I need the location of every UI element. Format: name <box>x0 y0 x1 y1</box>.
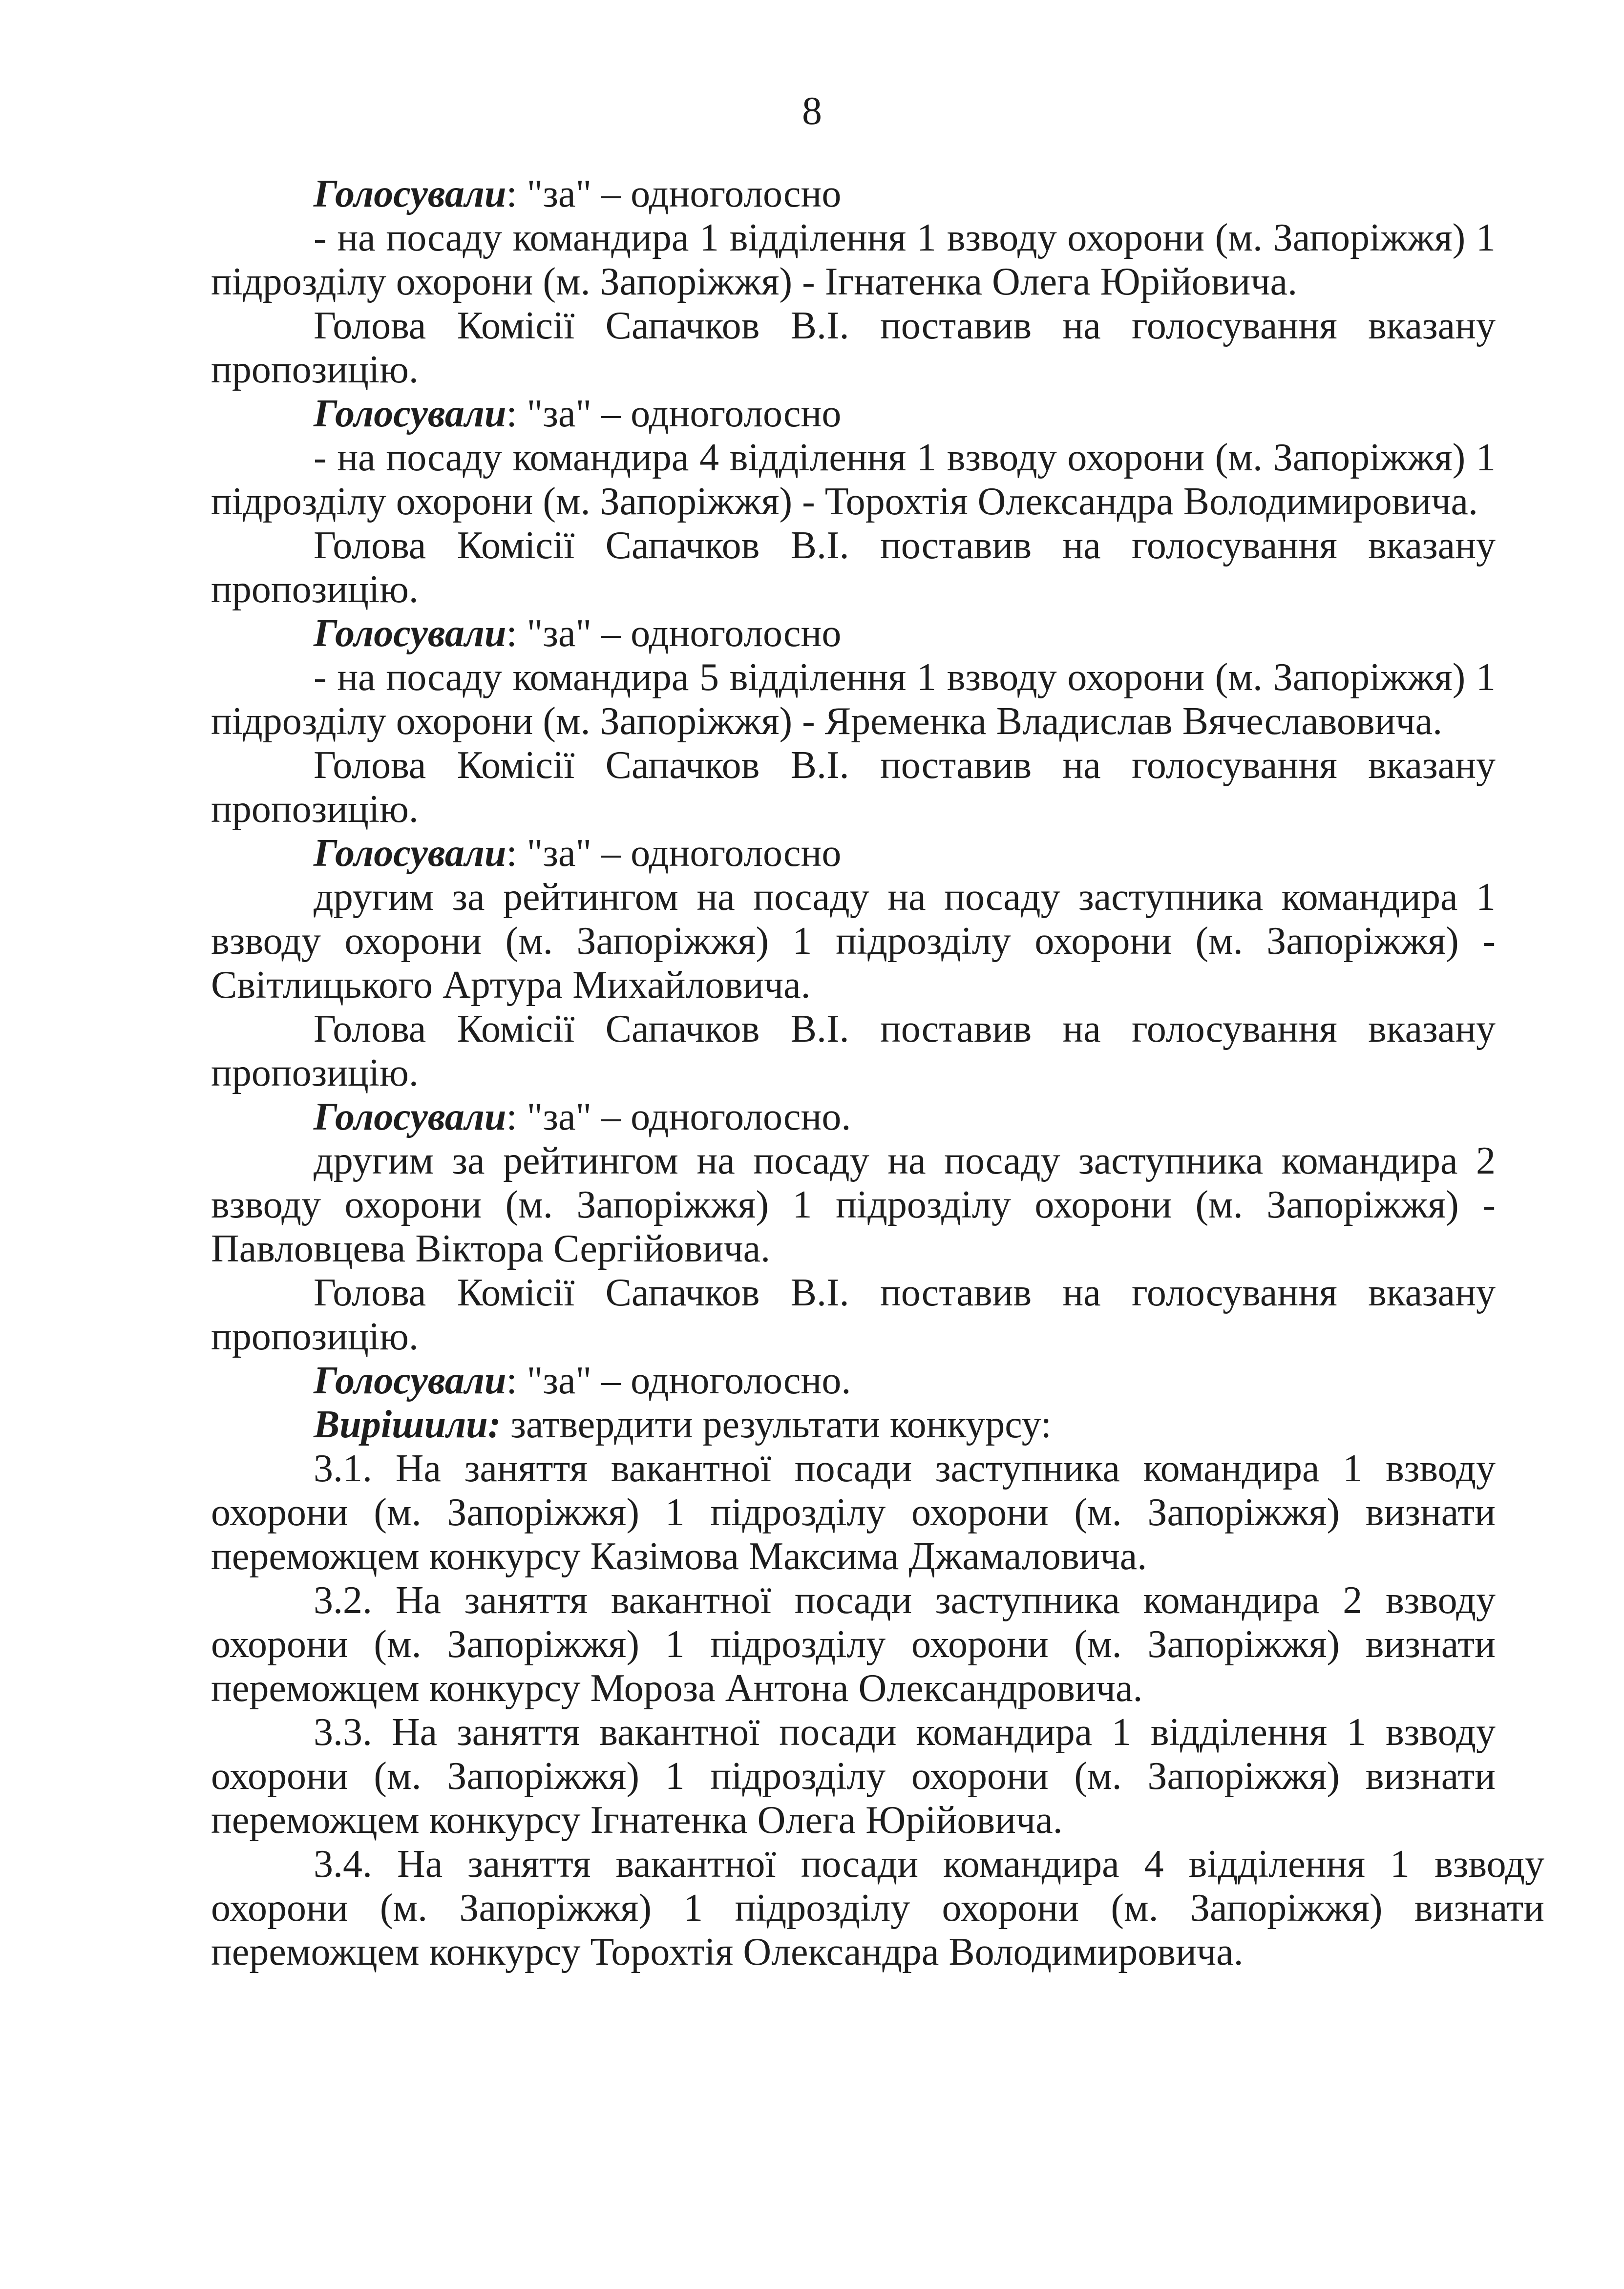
vote-line <box>211 1359 1496 1403</box>
vote-line <box>211 831 1496 875</box>
vote-result: : "за" – одноголосно <box>506 172 842 215</box>
vote-result: : "за" – одноголосно. <box>506 1359 851 1402</box>
vote-line <box>211 392 1496 436</box>
decision-item: 3.2. На заняття вакантної посади заступника командира 2 взводу охорони (м. Запоріжжя) 1 підрозділу охорони (м. Запоріжжя) визнати переможцем конкурсу Мороза Антона Олександровича. <box>211 1579 1496 1710</box>
appointment-paragraph: - на посаду командира 1 відділення 1 взводу охорони (м. Запоріжжя) 1 підрозділу охорони (м. Запоріжжя) - Ігнатенка Олега Юрійовича. <box>211 216 1496 303</box>
page-number: 8 <box>802 88 822 133</box>
vote-label: Голосували <box>314 172 506 215</box>
decision-label: Вирішили: <box>314 1403 501 1446</box>
appointment-paragraph: - на посаду командира 4 відділення 1 взводу охорони (м. Запоріжжя) 1 підрозділу охорони (м. Запоріжжя) - Торохтія Олександра Володимировича. <box>211 436 1496 523</box>
chair-vote-paragraph: Голова Комісії Сапачков В.І. поставив на голосування вказану пропозицію. <box>211 1008 1496 1094</box>
vote-line <box>211 172 1496 216</box>
chair-vote-paragraph: Голова Комісії Сапачков В.І. поставив на голосування вказану пропозицію. <box>211 304 1496 391</box>
chair-vote-paragraph: Голова Комісії Сапачков В.І. поставив на голосування вказану пропозицію. <box>211 1271 1496 1358</box>
chair-vote-paragraph: Голова Комісії Сапачков В.І. поставив на голосування вказану пропозицію. <box>211 744 1496 831</box>
decision-text: затвердити результати конкурсу: <box>501 1403 1052 1446</box>
appointment-paragraph: другим за рейтингом на посаду на посаду заступника командира 2 взводу охорони (м. Запоріжжя) 1 підрозділу охорони (м. Запоріжжя) - Павловцева Віктора Сергійовича. <box>211 1139 1496 1270</box>
decision-item: 3.4. На заняття вакантної посади командира 4 відділення 1 взводу охорони (м. Запоріжжя) 1 підрозділу охорони (м. Запоріжжя) визнати переможцем конкурсу Торохтія Олександра Володимировича. <box>211 1843 1544 1974</box>
vote-result: : "за" – одноголосно <box>506 832 842 875</box>
decision-line <box>211 1403 1496 1447</box>
decision-item: 3.3. На заняття вакантної посади командира 1 відділення 1 взводу охорони (м. Запоріжжя) 1 підрозділу охорони (м. Запоріжжя) визнати переможцем конкурсу Ігнатенка Олега Юрійовича. <box>211 1711 1496 1842</box>
vote-result: : "за" – одноголосно. <box>506 1095 851 1138</box>
vote-label: Голосували <box>314 612 506 655</box>
vote-result: : "за" – одноголосно <box>506 392 842 435</box>
vote-label: Голосували <box>314 392 506 435</box>
vote-line <box>211 1095 1496 1139</box>
document-body <box>211 172 1544 1974</box>
appointment-paragraph: - на посаду командира 5 відділення 1 взводу охорони (м. Запоріжжя) 1 підрозділу охорони (м. Запоріжжя) - Яременка Владислав Вячеславовича. <box>211 656 1496 743</box>
appointment-paragraph: другим за рейтингом на посаду на посаду заступника командира 1 взводу охорони (м. Запоріжжя) 1 підрозділу охорони (м. Запоріжжя) - Світлицького Артура Михайловича. <box>211 876 1496 1007</box>
vote-label: Голосували <box>314 1095 506 1138</box>
vote-label: Голосували <box>314 832 506 875</box>
vote-result: : "за" – одноголосно <box>506 612 842 655</box>
chair-vote-paragraph: Голова Комісії Сапачков В.І. поставив на голосування вказану пропозицію. <box>211 524 1496 611</box>
vote-label: Голосували <box>314 1359 506 1402</box>
vote-line <box>211 611 1496 655</box>
decision-item: 3.1. На заняття вакантної посади заступника командира 1 взводу охорони (м. Запоріжжя) 1 підрозділу охорони (м. Запоріжжя) визнати переможцем конкурсу Казімова Максима Джамаловича. <box>211 1447 1496 1578</box>
